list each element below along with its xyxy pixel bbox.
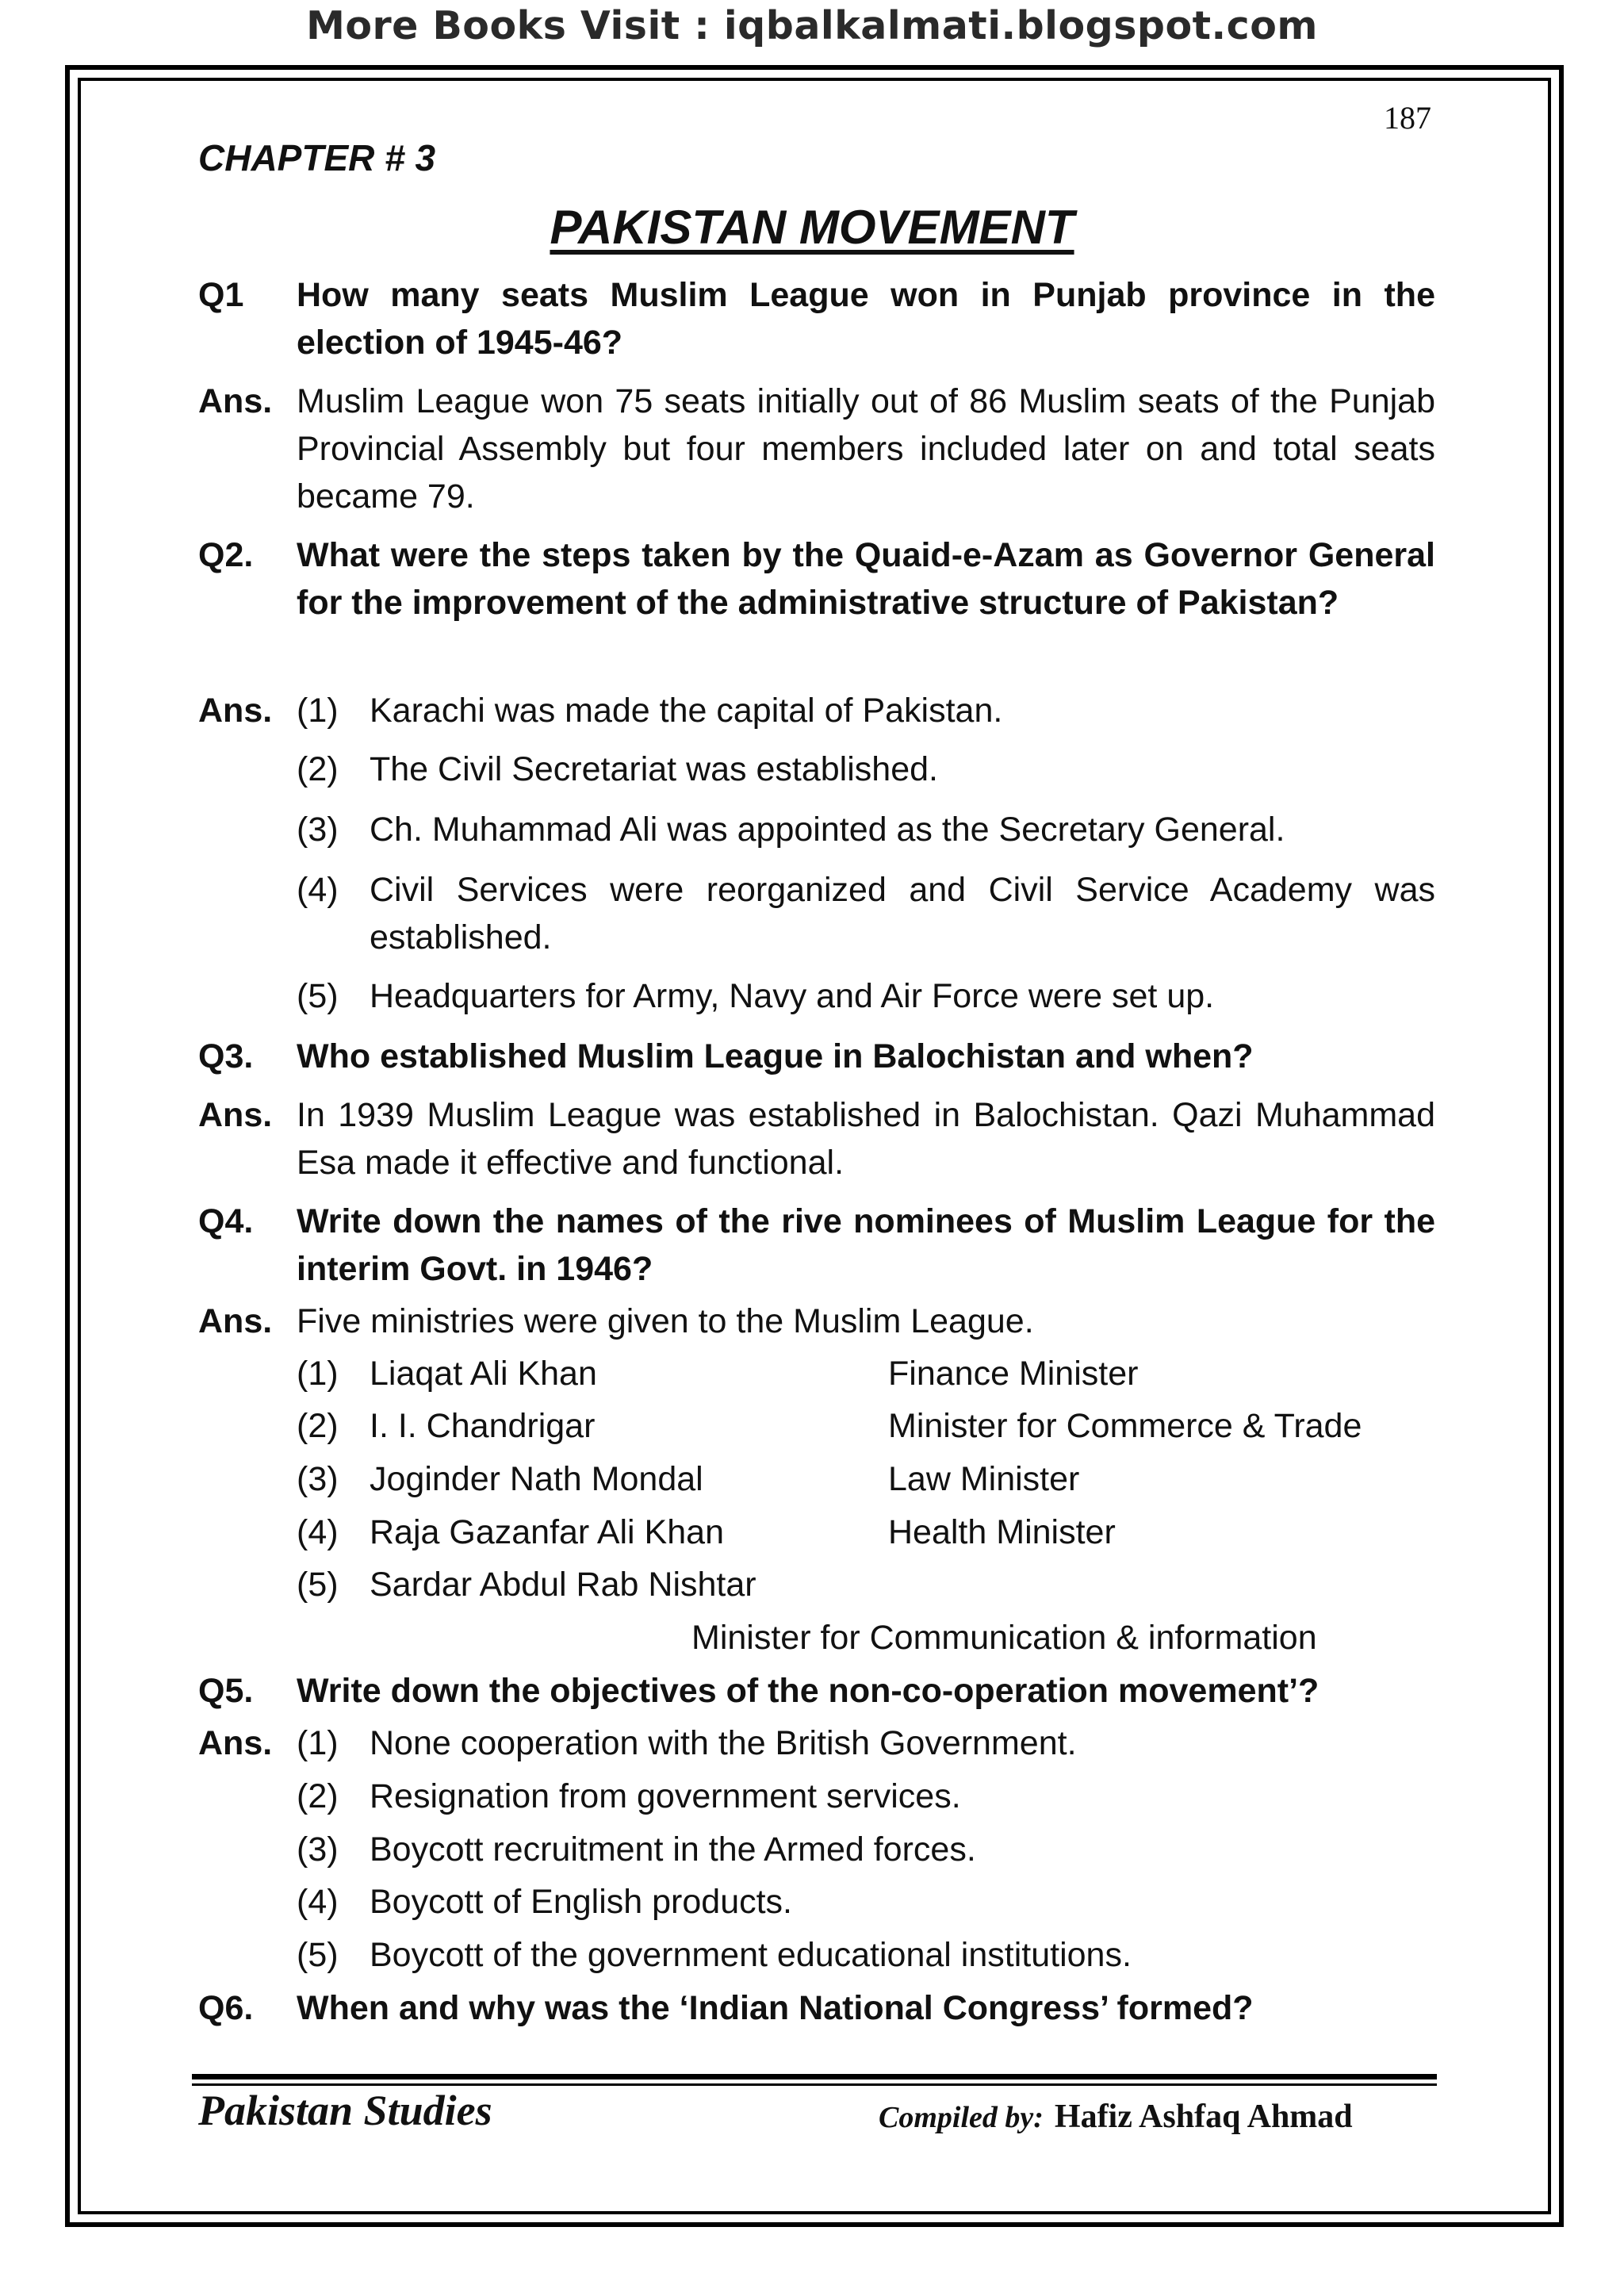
list-number: (5): [297, 1936, 339, 1974]
nominee-role: Law Minister: [888, 1460, 1080, 1498]
question-text: Write down the names of the rive nominees of Muslim League for the interim Govt. in 1946?: [297, 1202, 1435, 1288]
question-text: What were the steps taken by the Quaid-e-Azam as Governor General for the improvement of the administrative structure of Pakistan?: [297, 536, 1435, 622]
list-item: Karachi was made the capital of Pakistan.: [370, 692, 1003, 730]
answer-text: Muslim League won 75 seats initially out of 86 Muslim seats of the Punjab Provincial Assembly but four members included later on and total seats became 79.: [297, 382, 1435, 516]
list-item: Resignation from government services.: [370, 1777, 961, 1815]
compiled-by: [879, 2098, 1353, 2136]
answer-3: [198, 1091, 1435, 1186]
answer-text: Five ministries were given to the Muslim League.: [297, 1302, 1034, 1340]
nominee-role: Finance Minister: [888, 1355, 1139, 1393]
answer-4: [198, 1297, 1435, 1345]
answer-label: Ans.: [198, 1302, 273, 1340]
list-number: (2): [297, 750, 339, 788]
nominee-role: Health Minister: [888, 1513, 1116, 1551]
list-number: (1): [297, 692, 339, 730]
page-number: 187: [1384, 100, 1431, 136]
list-number: (2): [297, 1777, 339, 1815]
page-title: PAKISTAN MOVEMENT: [550, 201, 1074, 254]
answer-text: In 1939 Muslim League was established in Balochistan. Qazi Muhammad Esa made it effective and functional.: [297, 1096, 1435, 1182]
site-banner: More Books Visit : iqbalkalmati.blogspot.com: [306, 3, 1318, 48]
list-item: Boycott recruitment in the Armed forces.: [370, 1830, 976, 1869]
list-number: (1): [297, 1724, 339, 1762]
question-text: Who established Muslim League in Balochistan and when?: [297, 1037, 1254, 1075]
list-number: (4): [297, 1513, 339, 1551]
list-number: (4): [297, 1883, 339, 1921]
nominee-role: Minister for Commerce & Trade: [888, 1407, 1362, 1445]
list-number: (4): [297, 871, 339, 909]
question-label: Q1: [198, 276, 244, 314]
list-item: Headquarters for Army, Navy and Air Force were set up.: [370, 977, 1215, 1015]
list-number: (3): [297, 1460, 339, 1498]
list-item: The Civil Secretariat was established.: [370, 750, 938, 788]
question-label: Q3.: [198, 1037, 254, 1075]
compiled-label: Compiled by:: [879, 2101, 1044, 2134]
list-item: Boycott of the government educational institutions.: [370, 1936, 1132, 1974]
nominee-name: Sardar Abdul Rab Nishtar: [370, 1566, 756, 1604]
chapter-heading: CHAPTER # 3: [198, 137, 436, 178]
nominee-name: I. I. Chandrigar: [370, 1407, 596, 1445]
question-1: [198, 271, 1435, 366]
list-number: (5): [297, 1566, 339, 1604]
answer-label: Ans.: [198, 1724, 273, 1762]
answer-label: Ans.: [198, 1096, 273, 1134]
question-text: When and why was the ‘Indian National Congress’ formed?: [297, 1989, 1254, 2027]
question-text: Write down the objectives of the non-co-operation movement’?: [297, 1672, 1320, 1710]
question-label: Q6.: [198, 1989, 254, 2027]
list-item: Boycott of English products.: [370, 1883, 793, 1921]
list-number: (5): [297, 977, 339, 1015]
list-number: (3): [297, 1830, 339, 1869]
nominee-name: Raja Gazanfar Ali Khan: [370, 1513, 724, 1551]
answer-label: Ans.: [198, 382, 273, 420]
list-item: Ch. Muhammad Ali was appointed as the Secretary General.: [370, 811, 1285, 849]
author-name: Hafiz Ashfaq Ahmad: [1054, 2099, 1353, 2135]
footer-rule-thick: [192, 2074, 1437, 2079]
answer-1: [198, 378, 1435, 520]
answer-label: Ans.: [198, 692, 273, 730]
list-number: (2): [297, 1407, 339, 1445]
nominee-role: Minister for Communication & information: [691, 1619, 1317, 1657]
nominee-name: Liaqat Ali Khan: [370, 1355, 597, 1393]
list-item: Civil Services were reorganized and Civil Service Academy was established.: [370, 871, 1435, 956]
question-text: How many seats Muslim League won in Punjab province in the election of 1945-46?: [297, 276, 1435, 362]
question-label: Q5.: [198, 1672, 254, 1710]
question-5: [198, 1667, 1435, 1715]
question-2: [198, 531, 1435, 627]
nominee-name: Joginder Nath Mondal: [370, 1460, 703, 1498]
list-item: None cooperation with the British Government.: [370, 1724, 1077, 1762]
list-number: (3): [297, 811, 339, 849]
question-label: Q2.: [198, 536, 254, 574]
question-4: [198, 1198, 1435, 1293]
question-3: [198, 1033, 1435, 1080]
book-title: Pakistan Studies: [198, 2087, 492, 2134]
list-number: (1): [297, 1355, 339, 1393]
question-6: [198, 1984, 1435, 2032]
question-label: Q4.: [198, 1202, 254, 1240]
